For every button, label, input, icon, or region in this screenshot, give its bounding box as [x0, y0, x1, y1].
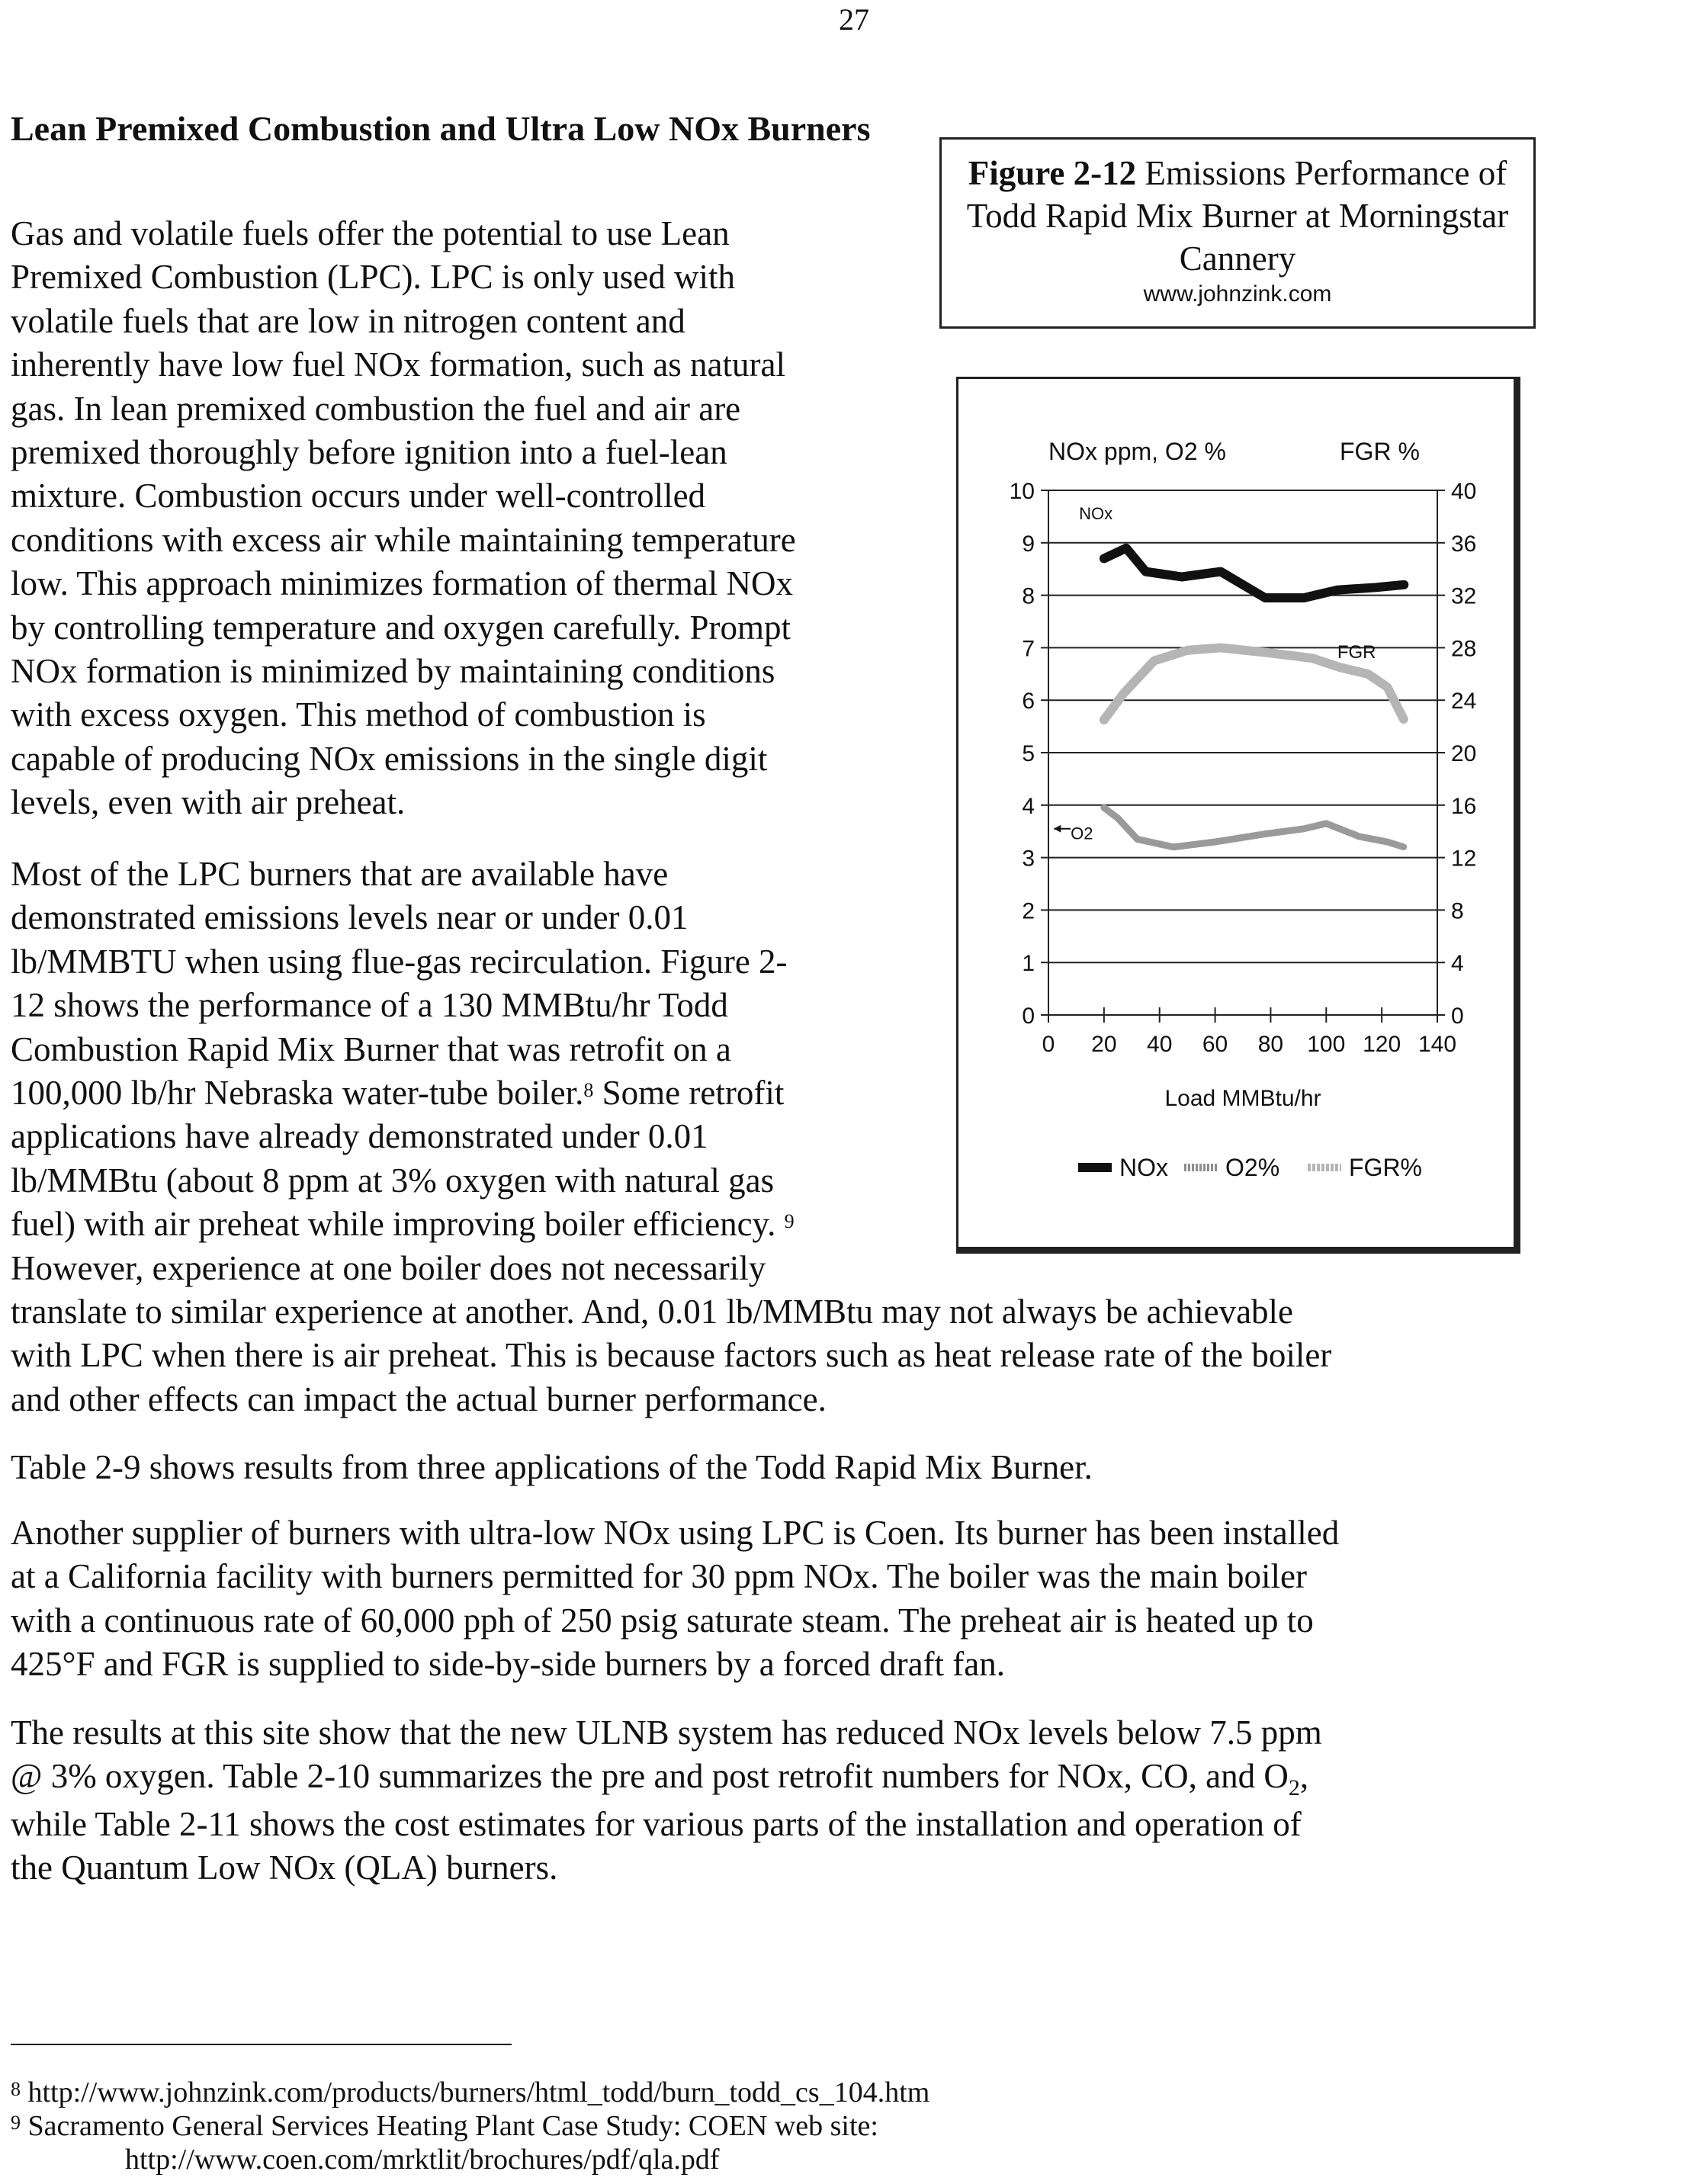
y-tick-label-left: 1	[1022, 951, 1035, 977]
y-tick-label-left: 9	[1022, 531, 1035, 557]
footnote-text: Sacramento General Services Heating Plant Case Study: COEN web site:	[27, 2110, 878, 2142]
legend-label-o2: O2%	[1225, 1154, 1280, 1181]
x-tick-label: 80	[1257, 1032, 1284, 1057]
figure-caption-box	[939, 137, 1536, 329]
inline-label-fgr: FGR	[1337, 642, 1376, 663]
y-tick-label-right: 4	[1451, 951, 1464, 977]
legend-label-nox: NOx	[1119, 1154, 1168, 1181]
paragraph-text: , while Table 2-11 shows the cost estimates for various parts of the installation and operation of the Quantum Low NOx (QLA) burners.	[11, 1757, 1309, 1887]
section-heading: Lean Premixed Combustion and Ultra Low NOx Burners	[11, 109, 871, 148]
left-axis-ticks	[1010, 479, 1048, 1029]
y-tick-label-right: 20	[1451, 741, 1477, 766]
paragraph-text: The results at this site show that the new ULNB system has reduced NOx levels below 7.5 ppm @ 3% oxygen. Table 2-10 summarizes the pre and post retrofit numbers for NOx, CO, and O	[11, 1713, 1322, 1796]
footnote-mark: 9	[11, 2112, 21, 2134]
y-tick-label-left: 3	[1022, 846, 1035, 872]
y-tick-label-left: 0	[1022, 1004, 1035, 1029]
paragraph-lpc-intro: Gas and volatile fuels offer the potential to use Lean Premixed Combustion (LPC). LPC is only used with volatile fuels that are low in nitrogen content and inherently have low fuel NOx formation, such as natural gas. In lean premixed combustion the fuel and air are premixed thoroughly before ignition into a fuel-lean mixture. Combustion occurs under well-controlled conditions with excess air while maintaining temperature low. This approach minimizes formation of thermal NOx by controlling temperature and oxygen carefully. Prompt NOx formation is minimized by maintaining conditions with excess oxygen. This method of combustion is capable of producing NOx emissions in the single digit levels, even with air preheat.	[11, 214, 796, 822]
x-tick-label: 140	[1417, 1032, 1457, 1057]
inline-label-nox: NOx	[1079, 503, 1113, 523]
y-tick-label-right: 16	[1451, 793, 1477, 819]
y-tick-label-right: 36	[1451, 531, 1477, 557]
y-tick-label-right: 28	[1451, 636, 1477, 662]
series-layer	[1104, 548, 1404, 847]
footnote-divider	[11, 2044, 512, 2045]
emissions-chart	[958, 379, 1514, 1247]
y-tick-label-right: 8	[1451, 898, 1464, 924]
left-axis-title: NOx ppm, O2 %	[1048, 438, 1226, 465]
paragraph-coen: Another supplier of burners with ultra-low NOx using LPC is Coen. Its burner has been installed at a California facility with burners permitted for 30 ppm NOx. The boiler was the main boiler with a continuous rate of 60,000 pph of 250 psig saturate steam. The preheat air is heated up to 425°F and FGR is supplied to side-by-side burners by a forced draft fan.	[11, 1514, 1340, 1684]
chart-legend	[1078, 1154, 1422, 1181]
x-axis-label: Load MMBtu/hr	[1164, 1086, 1321, 1111]
x-tick-label: 40	[1147, 1032, 1173, 1057]
x-tick-label: 0	[1042, 1032, 1055, 1057]
paragraph-text: However, experience at one boiler does not necessarily translate to similar experience at another. And, 0.01 lb/MMBtu may not always be achievable with LPC when there is air preheat. This is because factors such as heat release rate of the boiler and other effects can impact the actual burner performance.	[11, 1248, 1332, 1418]
x-tick-label: 100	[1307, 1032, 1346, 1057]
y-tick-label-left: 8	[1022, 583, 1035, 609]
paragraph-results	[11, 1711, 1528, 1890]
y-tick-label-right: 32	[1451, 583, 1477, 609]
figure-source[interactable]: www.johnzink.com	[1143, 281, 1332, 307]
figure-caption: Emissions Performance of Todd Rapid Mix Burner at Morningstar Cannery	[966, 154, 1509, 278]
y-tick-label-left: 2	[1022, 898, 1035, 924]
paragraph-text: Most of the LPC burners that are available have demonstrated emissions levels near or under 0.01 lb/MMBTU when using flue-gas recirculation. Figure 2- 12 shows the performance of a 130 MMBtu/hr Todd Combustion Rapid Mix Burner that was retrofit on a 100,000 lb/hr Nebraska water-tube boiler.	[11, 855, 788, 1113]
subscript-2: 2	[1288, 1775, 1300, 1801]
page-number: 27	[839, 2, 869, 37]
x-tick-label: 20	[1091, 1032, 1117, 1057]
footnote-ref-8[interactable]: 8	[583, 1079, 594, 1102]
footnote-url[interactable]: http://www.johnzink.com/products/burners/html_todd/burn_todd_cs_104.htm	[27, 2076, 930, 2109]
paragraph-text: Some retrofit applications have already demonstrated under 0.01 lb/MMBtu (about 8 ppm at 3% oxygen with natural gas fuel) with air preheat while improving boiler efficiency.	[11, 1074, 785, 1244]
legend-label-fgr: FGR%	[1349, 1154, 1422, 1181]
footnote-ref-9[interactable]: 9	[784, 1210, 795, 1233]
chart-frame	[956, 377, 1520, 1254]
o2-arrow-head	[1054, 825, 1061, 833]
series-line-nox	[1104, 548, 1404, 598]
right-axis-title: FGR %	[1340, 438, 1420, 465]
y-tick-label-right: 40	[1451, 479, 1477, 504]
y-tick-label-left: 7	[1022, 636, 1035, 662]
y-tick-label-right: 0	[1451, 1004, 1464, 1029]
paragraph-table-2-9: Table 2-9 shows results from three applications of the Todd Rapid Mix Burner.	[11, 1448, 1093, 1486]
inline-label-o2: O2	[1071, 824, 1093, 843]
y-tick-label-left: 5	[1022, 741, 1035, 766]
footnote-9	[11, 2109, 1612, 2143]
y-tick-label-left: 10	[1009, 479, 1035, 504]
footnote-9-url[interactable]: http://www.coen.com/mrktlit/brochures/pdf/qla.pdf	[125, 2144, 720, 2176]
y-tick-label-right: 24	[1451, 689, 1477, 715]
x-tick-label: 120	[1363, 1032, 1401, 1057]
y-tick-label-right: 12	[1451, 846, 1477, 872]
y-tick-label-left: 4	[1022, 793, 1035, 819]
series-line-o2	[1104, 808, 1404, 847]
footnote-mark: 8	[11, 2078, 21, 2100]
x-tick-label: 60	[1202, 1032, 1228, 1057]
figure-label: Figure 2-12	[968, 154, 1137, 192]
right-axis-ticks	[1437, 479, 1476, 1029]
footnote-8	[11, 2076, 1612, 2109]
y-tick-label-left: 6	[1022, 689, 1035, 715]
